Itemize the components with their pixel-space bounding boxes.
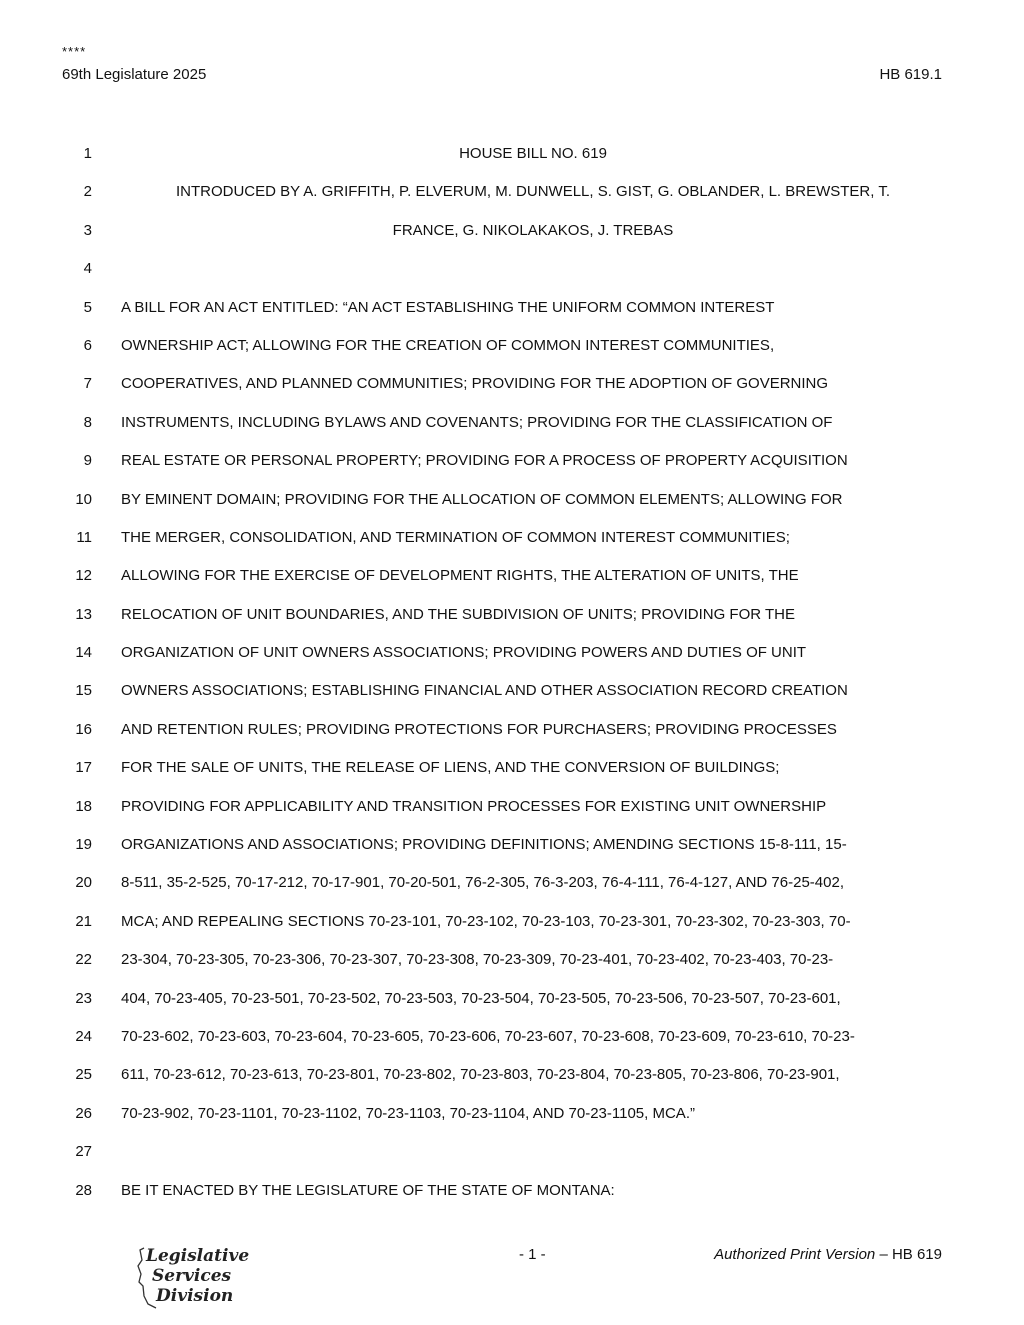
bill-line bbox=[0, 404, 1024, 442]
legislative-services-division-logo bbox=[134, 1244, 254, 1316]
bill-line bbox=[0, 365, 1024, 403]
line-number: 1 bbox=[83, 145, 92, 162]
bill-line bbox=[0, 327, 1024, 365]
header-bill-id: HB 619.1 bbox=[879, 66, 942, 83]
bill-line bbox=[0, 557, 1024, 595]
line-number: 25 bbox=[75, 1066, 92, 1084]
line-text: 70-23-602, 70-23-603, 70-23-604, 70-23-605, 70-23-606, 70-23-607, 70-23-608, 70-23-609, 70-23-610, 70-23- bbox=[121, 1027, 855, 1045]
line-number: 17 bbox=[75, 759, 92, 777]
bill-text-body bbox=[0, 135, 1024, 1210]
print-version-suffix: – HB 619 bbox=[875, 1246, 942, 1263]
line-number: 13 bbox=[75, 605, 92, 623]
line-text: FOR THE SALE OF UNITS, THE RELEASE OF LIENS, AND THE CONVERSION OF BUILDINGS; bbox=[121, 759, 780, 777]
line-number: 6 bbox=[83, 336, 92, 354]
header-stars: **** bbox=[62, 44, 87, 59]
line-text: 23-304, 70-23-305, 70-23-306, 70-23-307, 70-23-308, 70-23-309, 70-23-401, 70-23-402, 70-23-403, 70-23- bbox=[121, 951, 834, 969]
logo-line-legislative: Legislative bbox=[146, 1246, 250, 1266]
line-text: INSTRUMENTS, INCLUDING BYLAWS AND COVENANTS; PROVIDING FOR THE CLASSIFICATION OF bbox=[121, 413, 833, 431]
bill-line bbox=[0, 1018, 1024, 1056]
bill-line bbox=[0, 1133, 1024, 1171]
bill-line bbox=[0, 903, 1024, 941]
bill-line bbox=[0, 711, 1024, 749]
bill-line bbox=[0, 826, 1024, 864]
bill-line bbox=[0, 250, 1024, 288]
bill-line bbox=[0, 634, 1024, 672]
line-number: 19 bbox=[75, 836, 92, 854]
bill-line bbox=[0, 941, 1024, 979]
bill-line bbox=[0, 749, 1024, 787]
bill-line bbox=[0, 596, 1024, 634]
line-number: 18 bbox=[75, 797, 92, 815]
line-number: 4 bbox=[83, 260, 92, 278]
bill-line bbox=[0, 289, 1024, 327]
line-number: 3 bbox=[83, 221, 92, 239]
bill-line bbox=[0, 672, 1024, 710]
line-number: 24 bbox=[75, 1027, 92, 1045]
authorized-print-version bbox=[714, 1246, 942, 1263]
line-text: THE MERGER, CONSOLIDATION, AND TERMINATION OF COMMON INTEREST COMMUNITIES; bbox=[121, 528, 790, 546]
line-number: 10 bbox=[75, 490, 92, 508]
line-text: OWNERSHIP ACT; ALLOWING FOR THE CREATION OF COMMON INTEREST COMMUNITIES, bbox=[121, 336, 775, 354]
line-text: COOPERATIVES, AND PLANNED COMMUNITIES; PROVIDING FOR THE ADOPTION OF GOVERNING bbox=[121, 375, 829, 393]
line-number: 9 bbox=[83, 452, 92, 470]
bill-line bbox=[0, 519, 1024, 557]
header-legislature: 69th Legislature 2025 bbox=[62, 66, 207, 83]
line-number: 7 bbox=[83, 375, 92, 393]
line-number: 28 bbox=[75, 1181, 92, 1199]
page-number: - 1 - bbox=[519, 1246, 546, 1263]
bill-line bbox=[0, 212, 1024, 250]
line-text: 70-23-902, 70-23-1101, 70-23-1102, 70-23-1103, 70-23-1104, AND 70-23-1105, MCA.” bbox=[121, 1104, 695, 1122]
line-number: 16 bbox=[75, 720, 92, 738]
logo-line-services: Services bbox=[152, 1266, 232, 1286]
line-text: RELOCATION OF UNIT BOUNDARIES, AND THE SUBDIVISION OF UNITS; PROVIDING FOR THE bbox=[121, 605, 795, 623]
line-text: AND RETENTION RULES; PROVIDING PROTECTIONS FOR PURCHASERS; PROVIDING PROCESSES bbox=[121, 720, 837, 738]
bill-line bbox=[0, 980, 1024, 1018]
line-number: 26 bbox=[75, 1104, 92, 1122]
line-text: HOUSE BILL NO. 619 bbox=[459, 145, 607, 162]
line-number: 20 bbox=[75, 874, 92, 892]
line-number: 2 bbox=[83, 183, 92, 201]
bill-line bbox=[0, 173, 1024, 211]
line-text: ALLOWING FOR THE EXERCISE OF DEVELOPMENT RIGHTS, THE ALTERATION OF UNITS, THE bbox=[121, 567, 799, 585]
line-text: PROVIDING FOR APPLICABILITY AND TRANSITION PROCESSES FOR EXISTING UNIT OWNERSHIP bbox=[121, 797, 827, 815]
bill-line bbox=[0, 1056, 1024, 1094]
line-number: 15 bbox=[75, 682, 92, 700]
bill-line bbox=[0, 442, 1024, 480]
line-text: 8-511, 35-2-525, 70-17-212, 70-17-901, 70-20-501, 76-2-305, 76-3-203, 76-4-111, 76-4-127, AND 76-25-402, bbox=[121, 874, 844, 892]
bill-line bbox=[0, 864, 1024, 902]
bill-line bbox=[0, 788, 1024, 826]
line-text: FRANCE, G. NIKOLAKAKOS, J. TREBAS bbox=[392, 221, 674, 239]
logo-line-division: Division bbox=[156, 1286, 234, 1306]
line-number: 14 bbox=[75, 644, 92, 662]
line-text: MCA; AND REPEALING SECTIONS 70-23-101, 70-23-102, 70-23-103, 70-23-301, 70-23-302, 70-23-303, 70- bbox=[121, 912, 851, 930]
line-number: 21 bbox=[75, 912, 92, 930]
line-number: 8 bbox=[83, 413, 92, 431]
bill-line bbox=[0, 481, 1024, 519]
line-text: OWNERS ASSOCIATIONS; ESTABLISHING FINANCIAL AND OTHER ASSOCIATION RECORD CREATION bbox=[121, 682, 848, 700]
line-text: 611, 70-23-612, 70-23-613, 70-23-801, 70-23-802, 70-23-803, 70-23-804, 70-23-805, 70-23-806, 70-23-901, bbox=[121, 1066, 840, 1084]
line-number: 27 bbox=[75, 1143, 92, 1161]
line-text: BE IT ENACTED BY THE LEGISLATURE OF THE STATE OF MONTANA: bbox=[121, 1181, 615, 1199]
line-number: 12 bbox=[75, 567, 92, 585]
line-text: ORGANIZATIONS AND ASSOCIATIONS; PROVIDING DEFINITIONS; AMENDING SECTIONS 15-8-111, 15- bbox=[121, 836, 847, 854]
line-text: 404, 70-23-405, 70-23-501, 70-23-502, 70-23-503, 70-23-504, 70-23-505, 70-23-506, 70-23-507, 70-23-601, bbox=[121, 989, 841, 1007]
line-text: INTRODUCED BY A. GRIFFITH, P. ELVERUM, M. DUNWELL, S. GIST, G. OBLANDER, L. BREWSTER, T. bbox=[175, 183, 891, 201]
line-text: REAL ESTATE OR PERSONAL PROPERTY; PROVIDING FOR A PROCESS OF PROPERTY ACQUISITION bbox=[121, 452, 848, 470]
line-text: BY EMINENT DOMAIN; PROVIDING FOR THE ALLOCATION OF COMMON ELEMENTS; ALLOWING FOR bbox=[121, 490, 843, 508]
line-text: A BILL FOR AN ACT ENTITLED: “AN ACT ESTABLISHING THE UNIFORM COMMON INTEREST bbox=[121, 298, 775, 316]
bill-line bbox=[0, 1172, 1024, 1210]
line-number: 22 bbox=[75, 951, 92, 969]
bill-line bbox=[0, 1095, 1024, 1133]
line-text: ORGANIZATION OF UNIT OWNERS ASSOCIATIONS; PROVIDING POWERS AND DUTIES OF UNIT bbox=[121, 644, 807, 662]
line-number: 23 bbox=[75, 989, 92, 1007]
line-number: 11 bbox=[76, 528, 92, 546]
line-number: 5 bbox=[83, 298, 92, 316]
print-version-label: Authorized Print Version bbox=[714, 1246, 876, 1263]
bill-line bbox=[0, 135, 1024, 173]
